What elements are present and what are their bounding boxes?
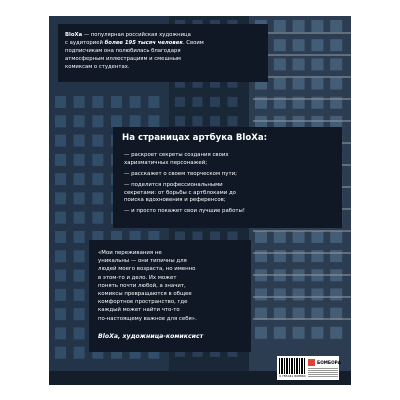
barcode-digits: 9 785041 898864 xyxy=(279,374,306,378)
barcode-image xyxy=(279,358,305,374)
feature-line: харизматичных персонажей; xyxy=(124,159,208,166)
features-title: На страницах артбука BloXa: xyxy=(122,133,268,143)
author-bio-box xyxy=(58,24,268,82)
imprint-fine-print xyxy=(308,368,338,378)
publisher-name: БОМБОРА xyxy=(317,360,341,365)
feature-line: — раскроет секреты создания своих xyxy=(124,152,229,158)
barcode-panel xyxy=(277,356,339,380)
publisher-logo-icon xyxy=(308,359,315,366)
feature-line: — и просто покажет свои лучшие работы! xyxy=(124,208,245,214)
feature-line: поиска вдохновения и референсов; xyxy=(124,197,226,204)
quote-text: «Мои переживания не уникальны — они типичны для людей моего возраста, но именно в этом-то и дело. Их может понять почти любой, а значит, комиксы превращаются в общее комфортное пространство, где каждый может найти что-то по-настоящему важное для себя». xyxy=(98,250,197,322)
feature-line: — расскажет о своем творческом пути; xyxy=(124,171,237,177)
author-bio-text: BloXa — популярная российская художница с аудиторией более 195 тысяч человек. Своим подписчикам она полюбилась благодаря атмосферным иллюстрациям и смешным комиксам о студентах. xyxy=(65,32,204,71)
feature-line: секретами: от борьбы с артблоками до xyxy=(124,189,236,196)
book-back-cover xyxy=(49,16,351,385)
features-box xyxy=(113,127,342,228)
feature-line: — поделится профессиональными xyxy=(124,182,223,188)
quote-author: BloXa, художница-комиксист xyxy=(98,333,204,340)
quote-box xyxy=(89,240,251,352)
publisher-logo xyxy=(308,359,341,366)
